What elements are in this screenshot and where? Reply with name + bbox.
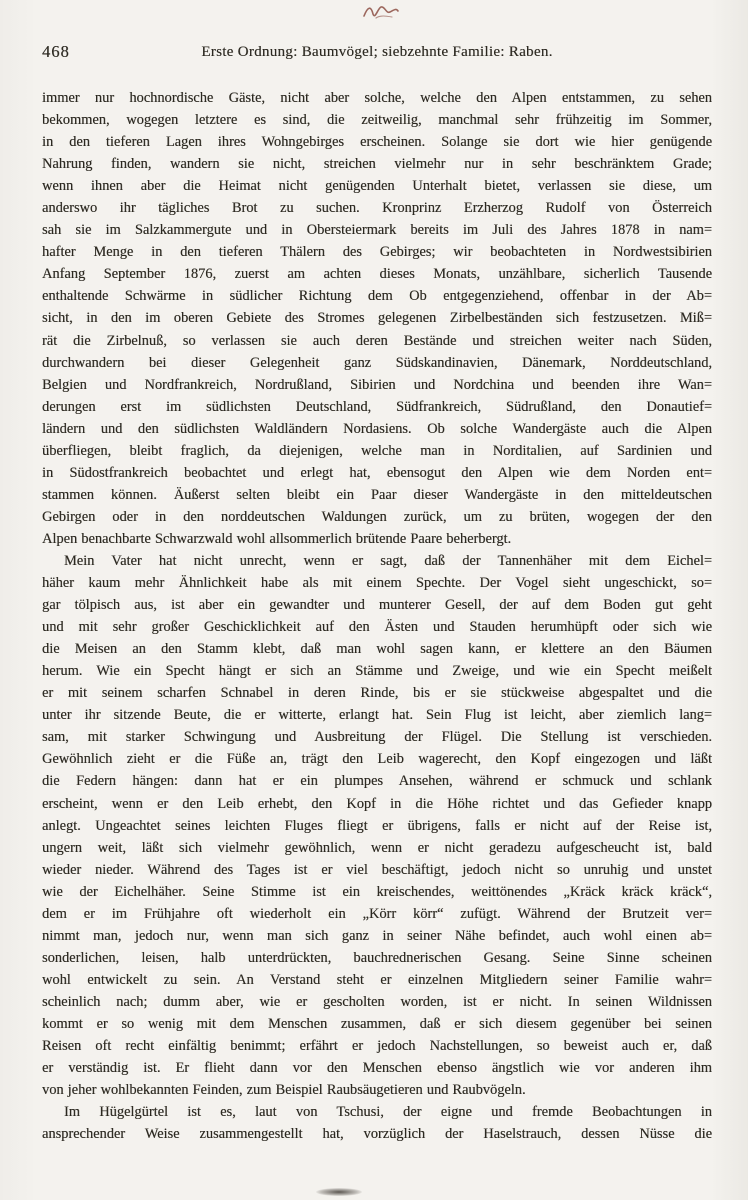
text-line: derungen erst im südlichsten Deutschland, Südfrankreich, Südrußland, den Donautief= — [42, 398, 712, 415]
text-line: Reisen oft recht einfältig benimmt; erfährt er jedoch Nachstellungen, so beweist auch er, daß — [42, 1038, 712, 1055]
text-line: Im Hügelgürtel ist es, laut von Tschusi, der eigne und fremde Beobachtungen in — [64, 1104, 712, 1121]
text-line: sah sie im Salzkammergute und in Obersteiermark bereits im Juli des Jahres 1878 in nam= — [42, 222, 712, 239]
text-line: nimmt man, jedoch nur, wenn man sich ganz in seiner Nähe befindet, auch wohl einen ab= — [42, 927, 712, 944]
paragraph — [42, 87, 712, 550]
running-title: Erste Ordnung: Baumvögel; siebzehnte Familie: Raben. — [201, 44, 553, 60]
text-line: in Südostfrankreich beobachtet und erlegt hat, ebensogut den Alpen wie dem Norden ent= — [42, 464, 712, 481]
text-line: immer nur hochnordische Gäste, nicht aber solche, welche den Alpen entstammen, zu sehen — [42, 90, 712, 106]
text-line: Belgien und Nordfrankreich, Nordrußland, Sibirien und Nordchina und beenden ihre Wan= — [42, 376, 712, 393]
text-line: in den tieferen Lagen ihres Wohngebirges erscheinen. Solange sie dort wie hier genügende — [42, 134, 712, 151]
text-line: stammen können. Äußerst selten bleibt ein Paar dieser Wandergäste in den mitteldeutschen — [42, 486, 712, 503]
text-line: sonderlichen, leisen, halb unterdrückten, bauchrednerischen Gesang. Seine Sinne scheinen — [42, 949, 712, 966]
text-line: anlegt. Ungeachtet seines leichten Fluges fliegt er übrigens, falls er nicht auf der Reise ist, — [42, 817, 712, 834]
text-line: bekommen, wogegen letztere es sind, die zeitweilig, manchmal sehr frühzeitig im Sommer, — [42, 112, 712, 129]
text-line: scheinlich nach; dumm aber, wie er gescholten worden, ist er nicht. In seinen Wildnissen — [42, 993, 712, 1010]
text-line: von jeher wohlbekannten Feinden, zum Beispiel Raubsäugetieren und Raubvögeln. — [42, 1082, 526, 1099]
text-line: rät die Zirbelnuß, so verlassen sie auch deren Bestände und streichen weiter nach Süden, — [42, 332, 712, 349]
text-line: und mit sehr großer Geschicklichkeit auf den Ästen und Stauden herumhüpft oder sich wie — [42, 619, 712, 636]
text-line: er verständig ist. Er flieht dann vor den Menschen ebenso ängstlich wie vor anderen ihm — [42, 1060, 712, 1077]
text-line: enthaltende Schwärme in südlicher Richtung dem Ob entgegenziehend, offenbar in der Ab= — [42, 288, 712, 305]
text-line: sicht, in den im oberen Gebiete des Stromes gelegenen Zirbelbeständen sich festzusetzen. Miß= — [42, 310, 712, 327]
text-line: Alpen benachbarte Schwarzwald wohl allsommerlich brütende Paare beherbergt. — [42, 530, 512, 547]
text-line: wie der Eichelhäher. Seine Stimme ist ein kreischendes, weittönendes „Kräck kräck kräck“, — [42, 883, 712, 900]
text-line: Anfang September 1876, zuerst am achten dieses Monats, unzählbare, sicherlich Tausende — [42, 266, 712, 283]
text-line: anderswo ihr tägliches Brot zu suchen. Kronprinz Erzherzog Rudolf von Österreich — [42, 200, 712, 217]
text-line: wohl entwickelt zu sein. An Verstand steht er einzelnen Mitgliedern seiner Familie wahr= — [42, 971, 712, 988]
text-line: hafter Menge in den tieferen Thälern des Gebirges; wir beobachteten in Nordwestsibirien — [42, 244, 712, 261]
text-line: herum. Wie ein Specht hängt er sich an Stämme und Zweige, und wie ein Specht meißelt — [42, 663, 712, 680]
text-line: er mit seinem scharfen Schnabel in deren Rinde, bis er sie stückweise abgespaltet und die — [42, 685, 712, 702]
text-line: Mein Vater hat nicht unrecht, wenn er sagt, daß der Tannenhäher mit dem Eichel= — [64, 552, 712, 569]
text-line: überfliegen, bleibt fraglich, da diejenigen, welche man in Norditalien, auf Sardinien und — [42, 442, 712, 459]
text-line: die Meisen an den Stamm klebt, daß man wohl sagen kann, er klettere an den Bäumen — [42, 641, 712, 658]
text-line: wieder nieder. Während des Tages ist er viel beschäftigt, jedoch nicht so unruhig und unstet — [42, 861, 712, 878]
text-line: unter ihr sitzende Beute, die er witterte, erlangt hat. Sein Flug ist leicht, aber ziemlich lang= — [42, 707, 712, 724]
text-line: Gewöhnlich zieht er die Füße an, trägt den Leib wagerecht, den Kopf eingezogen und läßt — [42, 751, 712, 768]
text-line: ansprechender Weise zusammengestellt hat, vorzüglich der Haselstrauch, dessen Nüsse die — [42, 1126, 712, 1143]
text-line: häher kaum mehr Ähnlichkeit habe als mit einem Spechte. Der Vogel sieht ungeschickt, so= — [42, 575, 712, 592]
text-line: kommt er so wenig mit dem Menschen zusammen, daß er sich diesem gegenüber bei seinen — [42, 1015, 712, 1032]
text-line: wenn ihnen aber die Heimat nicht genügenden Unterhalt bietet, verlassen sie diese, um — [42, 178, 712, 195]
text-line: erscheint, wenn er den Leib erhebt, den Kopf in die Höhe richtet und das Gefieder knapp — [42, 795, 712, 812]
text-line: dem er im Frühjahre oft wiederholt ein „Körr körr“ zufügt. Während der Brutzeit ver= — [42, 905, 712, 922]
page-number: 468 — [42, 42, 70, 61]
text-line: Gebirgen oder in den norddeutschen Waldungen zurück, um zu brüten, wogegen der den — [42, 508, 712, 525]
text-line: ländern und den südlichsten Waldländern Nordasiens. Ob solche Wandergäste auch die Alpen — [42, 420, 712, 437]
text-line: die Federn hängen: dann hat er ein plumpes Ansehen, während er schmuck und schlank — [42, 773, 712, 790]
page-header — [42, 44, 712, 66]
text-line: Nahrung finden, wandern sie nicht, streichen vielmehr nur in sehr beschränktem Grade; — [42, 156, 712, 173]
text-line: gar tölpisch aus, ist aber ein gewandter und munterer Gesell, der auf dem Boden gut geht — [42, 597, 712, 614]
text-line: ungern weit, läßt sich vielmehr gewöhnlich, wenn er nicht geradezu aufgescheucht ist, bald — [42, 839, 712, 856]
ink-mark — [362, 2, 400, 22]
paragraph — [42, 1101, 712, 1145]
body-text — [42, 87, 712, 1145]
text-line: sam, mit starker Schwingung und Ausbreitung der Flügel. Die Stellung ist verschieden. — [42, 729, 712, 746]
paragraph — [42, 550, 712, 1101]
scan-smudge — [316, 1188, 362, 1196]
text-line: durchwandern bei dieser Gelegenheit ganz Südskandinavien, Dänemark, Norddeutschland, — [42, 354, 712, 371]
